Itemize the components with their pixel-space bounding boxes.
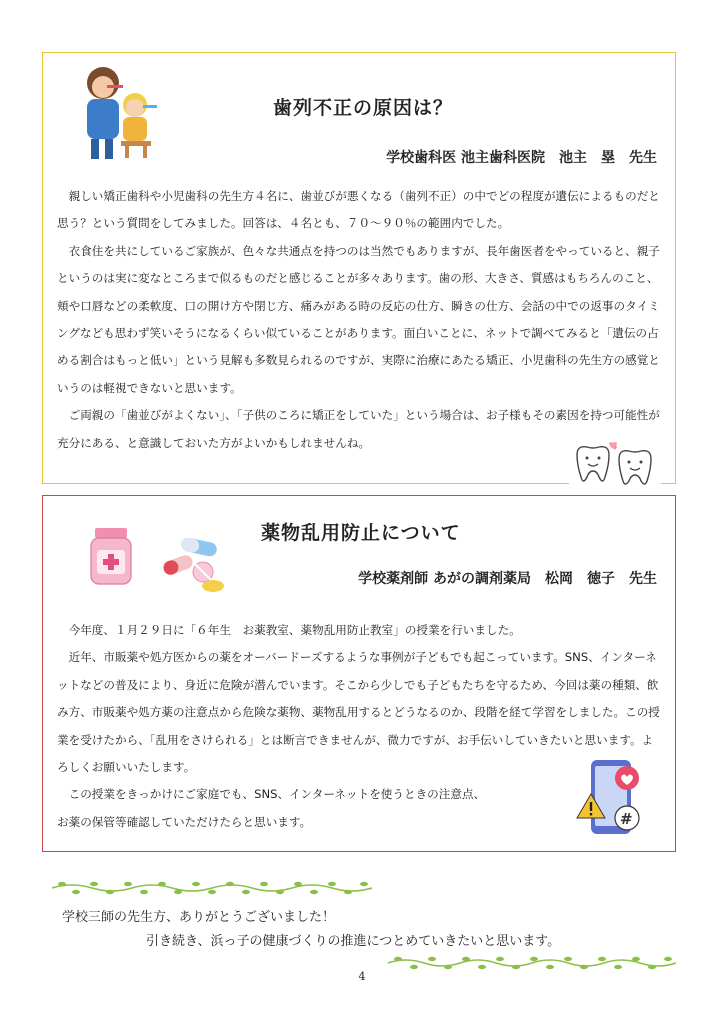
pills-icon (161, 538, 227, 594)
medicine-bottle-icon (87, 526, 135, 586)
footer-thanks: 学校三師の先生方、ありがとうございました！ (62, 910, 336, 925)
drug-author: 学校薬剤師 あがの調剤薬局 松岡 徳子 先生 (358, 571, 657, 587)
page-number: 4 (358, 970, 366, 983)
svg-text:#: # (620, 810, 633, 828)
dental-author: 学校歯科医 池主歯科医院 池主 塁 先生 (386, 150, 657, 166)
dental-title: 歯列不正の原因は？ (273, 97, 454, 119)
happy-teeth-icon (569, 441, 661, 489)
drug-paragraph: 近年、市販薬や処方医からの薬をオーバードーズするような事例が子どもでも起こっています。SNS、インターネットなどの普及により、身近に危険が潜んでいます。そこから少しでも子どもたちを守るため、今回は薬の種類、飲み方、市販薬や処方薬の注意点から危険な薬物、薬物乱用するとどうなるのか、段階を経て学習をしました。この授業を受けたから、「乱用をさけられる」とは断言できませんが、微力ですが、お手伝いしていきたいと思います。よろしくお願いいたします。 (57, 650, 660, 775)
phone-warning-icon (575, 758, 647, 838)
drug-title: 薬物乱用防止について (261, 522, 461, 544)
drug-paragraph: この授業をきっかけにご家庭でも、SNS、インターネットを使うときの注意点、 (68, 787, 486, 802)
tooth-brushing-family-icon (73, 61, 169, 161)
drug-article-box (42, 495, 676, 852)
dental-paragraph: ご両親の「歯並びがよくない」、「子供のころに矯正をしていた」という場合は、お子様もその素因を持つ可能性が充分にある、と意識しておいた方がよいかもしれませんね。 (57, 408, 660, 450)
drug-paragraph: お薬の保管等確認していただけたらと思います。 (57, 814, 312, 829)
vine-decoration-top (52, 880, 372, 896)
drug-paragraph: 今年度、１月２９日に「６年生 お薬教室、薬物乱用防止教室」の授業を行いました。 (68, 623, 521, 637)
dental-article-box (42, 52, 676, 484)
drug-body (57, 617, 661, 836)
footer-closing: 引き続き、浜っ子の健康づくりの推進につとめていきたいと思います。 (146, 934, 561, 949)
dental-paragraph: 衣食住を共にしているご家族が、色々な共通点を持つのは当然でもありますが、長年歯医者をやっていると、親子というのは実に変なところまで似るものだと感じることが多々あります。歯の形、大きさ、質感はもちろんのこと、頬や口唇などの柔軟度、口の開け方や閉じ方、痛みがある時の反応の仕方、瞬きの仕方、会話の中での返事のタイミングなども思わず笑いそうになるくらい似ていることがあります。面白いことに、ネットで調べてみると「遺伝の占める割合はもっと低い」という見解も多数見られるのですが、実際に治療にあたる矯正、小児歯科の先生方の感覚というのは軽視できないと思います。 (57, 243, 660, 395)
dental-paragraph: 親しい矯正歯科や小児歯科の先生方４名に、歯並びが悪くなる（歯列不正）の中でどの程度が遺伝によるものだと思う？という質問をしてみました。回答は、４名とも、７０～９０％の範囲内でした。 (57, 189, 660, 231)
vine-decoration-bottom (388, 955, 676, 971)
dental-body (57, 183, 661, 457)
